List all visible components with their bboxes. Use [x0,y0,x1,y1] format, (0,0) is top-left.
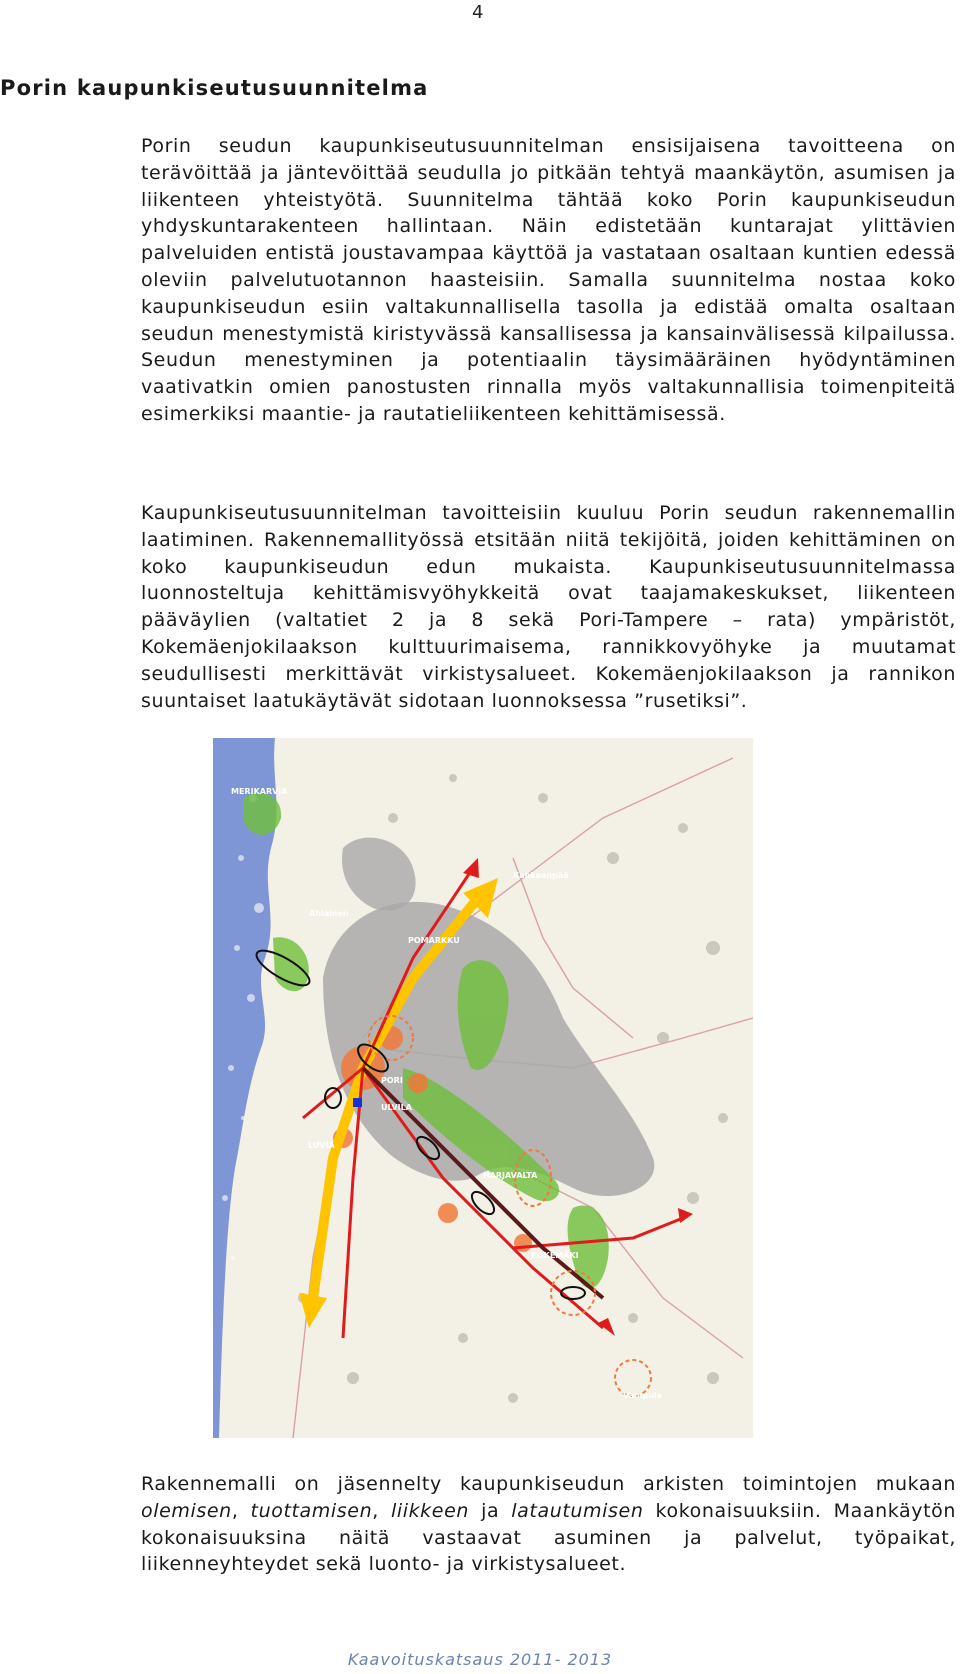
page-title: Porin kaupunkiseutusuunnitelma [0,76,429,100]
structure-model-paragraph [141,1471,956,1578]
p3-sep2: , [372,1499,391,1522]
p3-text-end: kokonaisuuksiin. Maankäytön kokonaisuuksina näitä vastaavat asuminen ja palvelut, työpaikat, liikenneyhteydet sekä luonto- ja virkistysalueet. [141,1499,956,1576]
label-ulvila: ULVILA [381,1103,412,1112]
label-pori: PORI [381,1076,403,1085]
p3-text-start: Rakennemalli on jäsennelty kaupunkiseudun arkisten toimintojen mukaan [141,1473,956,1495]
label-ahlainen: Ahlainen [309,909,349,918]
label-merikarvia: MERIKARVIA [231,787,288,796]
label-vampula: Vampula [623,1391,663,1400]
p3-em-tuottamisen: tuottamisen [250,1499,373,1522]
p3-sep1: , [231,1499,251,1522]
label-kankaanpaa: Kankaanpää [513,871,569,880]
label-kokemaki: KOKEMÄKI [531,1251,579,1260]
p3-em-latautumisen: latautumisen [511,1499,644,1522]
page-footer: Kaavoituskatsaus 2011- 2013 [347,1650,613,1669]
goals-paragraph: Kaupunkiseutusuunnitelman tavoitteisiin kuuluu Porin seudun rakennemallin laatiminen. Rakennemallityössä etsitään niitä tekijöitä, joiden kehittäminen on koko kaupunkiseudun edun mukaista. Kaupunkiseutusuunnitelmassa luonnosteltuja kehittämisvyöhykkeitä ovat taajamakeskukset, liikenteen pääväylien (valtatiet 2 ja 8 sekä Pori-Tampere – rata) ympäristöt, Kokemäenjokilaakson kulttuurimaisema, rannikkovyöhyke ja muutamat seudullisesti merkittävät virkistysalueet. Kokemäenjokilaakson ja rannikon suuntaiset laatukäytävät sidotaan luonnoksessa ”rusetiksi”. [141,502,956,712]
label-luvia: LUVIA [308,1141,335,1150]
label-pomarkku: POMARKKU [408,936,460,945]
page-number: 4 [472,2,484,23]
structure-model-map [213,738,753,1438]
pori-centre-marker [353,1098,362,1107]
intro-paragraph: Porin seudun kaupunkiseutusuunnitelman ensisijaisena tavoitteena on terävöittää ja jäntevöittää seudulla jo pitkään tehtyä maankäytön, asumisen ja liikenteen yhteistyötä. Suunnitelma tähtää koko Porin kaupunkiseudun yhdyskuntarakenteen hallintaan. Näin edistetään kuntarajat ylittävien palveluiden entistä joustavampaa käyttöä ja vastataan osaltaan kuntien edessä oleviin palvelutuotannon haasteisiin. Samalla suunnitelma nostaa koko kaupunkiseudun esiin valtakunnallisella tasolla ja edistää omalta osaltaan seudun menestymistä kiristyvässä kansallisessa ja kansainvälisessä kilpailussa. Seudun menestyminen ja potentiaalin täysimääräinen hyödyntäminen vaativatkin omien panostusten rinnalla myös valtakunnallisia toimenpiteitä esimerkiksi maantie- ja rautatieliikenteen kehittämisessä. [141,135,956,425]
map-svg [213,738,753,1438]
p3-em-olemisen: olemisen [141,1499,232,1522]
label-harjavalta: HARJAVALTA [483,1171,538,1180]
p3-em-liikkeen: liikkeen [390,1499,470,1522]
p3-sep3: ja [469,1499,512,1522]
